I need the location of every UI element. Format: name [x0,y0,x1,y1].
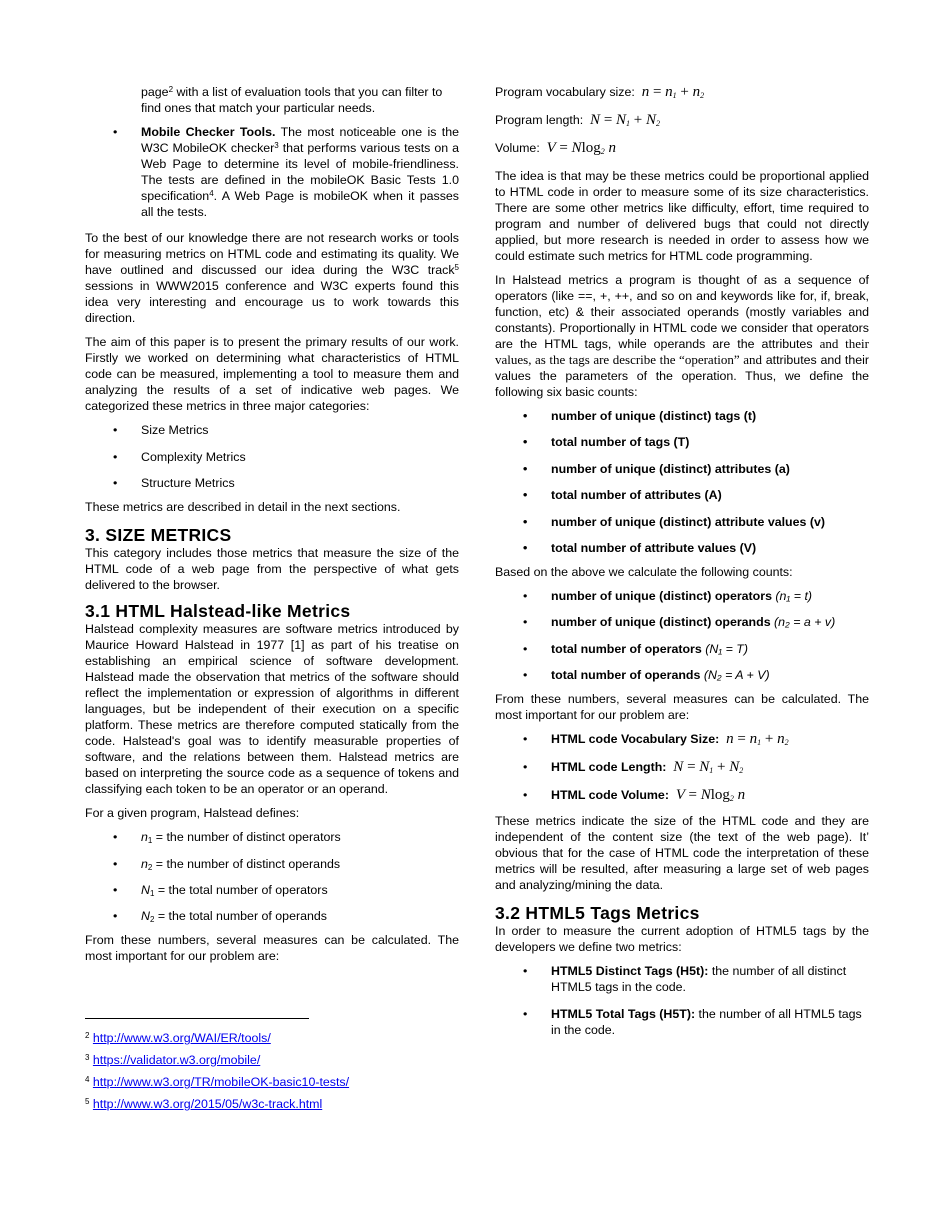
tool-list [85,124,459,220]
list-item: • total number of attributes (A) [495,487,869,503]
list-item: • number of unique (distinct) operators (n₁ = t) [495,588,869,604]
heading-halstead: 3.1 HTML Halstead-like Metrics [85,601,351,622]
paragraph-continuation: page$^2$ with a list of evaluation tools that you can filter to find ones that match your particular needs. [141,85,443,115]
list-item: • HTML5 Total Tags (H5T): the number of all HTML5 tags in the code. [495,1006,869,1038]
footnote: $^2$ http://www.w3.org/WAI/ER/tools/ [85,1031,271,1045]
paragraph-halstead: Halstead complexity measures are software metrics introduced by Maurice Howard Halstead in 1977 [1] as part of his treatise on establishing an empirical science of software development. Halstead made the observation that metrics of the software should reflect the implementation or expression of algorithms in different languages, but be independent of their execution on a specific platform. These metrics are therefore computed statically from the code. Halstead's goal was to identify measurable properties of software, and the relations between them. Halstead metrics are based on interpreting the source code as a sequence of tokens and classifying each token to be an operator or an operand. [85,622,459,797]
list-item: • Structure Metrics [85,475,459,491]
paragraph-these: These metrics indicate the size of the HTML code and they are independent of the content size (the text of the web page). It’ obvious that for the case of HTML code the interpretation of these metrics will be resulted, after measuring a large set of web pages and analyzing/mining the data. [495,814,869,893]
list-item: • HTML code Volume: V = Nlog$_2$ n [495,787,869,803]
footnote-link[interactable]: http://www.w3.org/2015/05/w3c-track.html [92,1097,323,1111]
list-item: • total number of tags (T) [495,434,869,450]
derived-counts-list [495,588,869,683]
paragraph-described: These metrics are described in detail in the next sections. [85,500,401,515]
formula-vocabulary: Program vocabulary size: $n = n_1 + n_2$ [495,84,705,100]
footnote: $^3$ https://validator.w3.org/mobile/ [85,1053,261,1067]
list-item-mobile-checker: • Mobile Checker Tools. The most noticeable one is the W3C MobileOK checker$^3$ that performs various tests on a Web Page to determine its level of mobile-friendliness. The tests are defined in the mobileOK Basic Tests 1.0 specification$^4$. A Web Page is mobileOK when it passes all the tests. [85,124,459,220]
list-item: • $n_1$ = the number of distinct operators [85,829,459,845]
footnote-link[interactable]: https://validator.w3.org/mobile/ [92,1053,261,1067]
footnote-link[interactable]: http://www.w3.org/WAI/ER/tools/ [92,1031,271,1045]
paragraph-from-2: From these numbers, several measures can be calculated. The most important for our problem are: [495,692,869,723]
list-item: • HTML5 Distinct Tags (H5t): the number of all distinct HTML5 tags in the code. [495,963,869,995]
heading-html5-tags: 3.2 HTML5 Tags Metrics [495,903,700,924]
paragraph-based: Based on the above we calculate the following counts: [495,564,793,579]
footnote: $^5$ http://www.w3.org/2015/05/w3c-track.html [85,1097,323,1111]
list-item: • total number of operators (N₁ = T) [495,641,869,657]
footnote: $^4$ http://www.w3.org/TR/mobileOK-basic10-tests/ [85,1075,350,1089]
list-item: • total number of attribute values (V) [495,540,869,556]
list-item: • $N_2$ = the total number of operands [85,908,459,924]
paragraph-defines: For a given program, Halstead defines: [85,806,300,821]
list-item: • Complexity Metrics [85,449,459,465]
footnote-separator [85,1018,309,1019]
right-column [495,84,869,1048]
list-item: • $n_2$ = the number of distinct operands [85,856,459,872]
left-column [85,84,459,972]
paragraph-from: From these numbers, several measures can be calculated. The most important for our problem are: [85,933,459,964]
definitions-list [85,829,459,924]
paragraph-idea: The idea is that may be these metrics could be proportional applied to HTML code in order to measure some of its size characteristics. There are some other metrics like difficulty, effort, time required to program and number of delivered bugs that could not directly applied, but more research is needed in order to assess how we could estimate such metrics for HTML code programming. [495,169,869,263]
html5-metrics-list [495,963,869,1037]
basic-counts-list [495,408,869,556]
list-item: • $N_1$ = the total number of operators [85,882,459,898]
formula-volume: Volume: V = Nlog$_2$ n [495,140,616,156]
heading-size-metrics: 3. SIZE METRICS [85,525,232,546]
list-item: • Size Metrics [85,422,459,438]
list-item: • number of unique (distinct) attributes (a) [495,461,869,477]
list-item: • HTML code Vocabulary Size: $n = n_1 + n_2$ [495,731,869,747]
category-list [85,422,459,491]
list-item: • number of unique (distinct) attribute values (v) [495,514,869,530]
footnotes [85,1030,465,1118]
paragraph-html5: In order to measure the current adoption of HTML5 tags by the developers we define two metrics: [495,924,869,955]
list-item: • number of unique (distinct) tags (t) [495,408,869,424]
paragraph-size: This category includes those metrics that measure the size of the HTML code of a web page from the perspective of what gets delivered to the browser. [85,546,459,593]
list-item: • HTML code Length: $N = N_1 + N_2$ [495,759,869,775]
paragraph-operators: In Halstead metrics a program is thought of as a sequence of operators (like ==, +, ++, and so on and keywords like for, if, break, function, etc) & their associated operands (mostly variables and constants). Proportionally in HTML code we consider that operators are the HTML tags, while operands are the attributes and their values, as the tags are describe the “operation” and attributes and their values the parameters of the operation. Thus, we define the following six basic counts: [495,273,869,399]
paragraph-aim: The aim of this paper is to present the primary results of our work. Firstly we worked on determining what characteristics of HTML code can be measured, implementing a tool to measure them and analyzing the results of a set of indicative web pages. We categorized these metrics in three major categories: [85,335,459,414]
list-item: • number of unique (distinct) operands (n₂ = a + v) [495,614,869,630]
list-item: • total number of operands (N₂ = A + V) [495,667,869,683]
paragraph-knowledge: To the best of our knowledge there are not research works or tools for measuring metrics on HTML code and estimating its quality. We have outlined and discussed our idea during the W3C track$^5$ sessions in WWW2015 conference and W3C experts found this idea very interesting and encourage us to work towards this direction. [85,231,459,326]
formula-length: Program length: $N = N_1 + N_2$ [495,112,661,128]
measures-list [495,731,869,803]
footnote-link[interactable]: http://www.w3.org/TR/mobileOK-basic10-tests/ [92,1075,350,1089]
